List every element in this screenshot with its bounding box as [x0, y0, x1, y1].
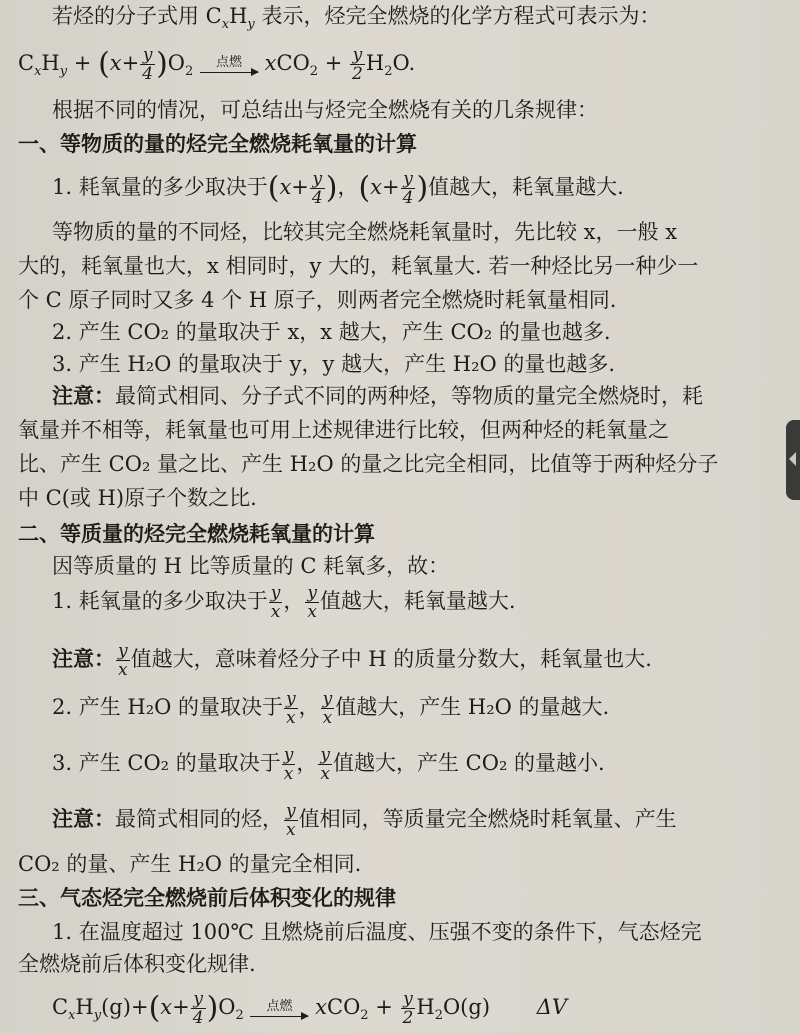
section-1-title: 一、等物质的量的烃完全燃烧耗氧量的计算: [18, 131, 417, 156]
reaction-arrow-2: 点燃: [250, 1000, 308, 1017]
s3-para-2: 全燃烧前后体积变化规律.: [18, 952, 256, 976]
s2-note-2: 注意：最简式相同的烃， $\frac{y}{x}$ 值相同，等质量完全燃烧时耗氧量、产生: [52, 801, 677, 840]
rules-intro: 根据不同的情况，可总结出与烃完全燃烧有关的几条规律：: [52, 98, 598, 122]
s1-note-line-2: 氧量并不相等，耗氧量也可用上述规律进行比较，但两种烃的耗氧量之: [18, 418, 669, 442]
combustion-equation: $C_xH_y + (x+$ $\frac{y}{4}$ )$O_2$ 点燃 xCO$_2$ + $\frac{y}{2}$ $H_2O$.: [18, 45, 416, 84]
s1-note-line-3: 比、产生 CO₂ 量之比、产生 H₂O 的量之比完全相同，比值等于两种烃分子: [18, 452, 719, 476]
s1-item-3: 3. 产生 H₂O 的量取决于 y，y 越大，产生 H₂O 的量也越多.: [52, 352, 616, 376]
s1-note-line-1: 注意：最简式相同、分子式不同的两种烃，等物质的量完全燃烧时，耗: [52, 383, 703, 408]
gas-combustion-equation: $C_xH_y(g)+(x+$ $\frac{y}{4}$ )$O_2$ 点燃 xCO$_2$ + $\frac{y}{2}$ $H_2O(g)$ ΔV: [52, 989, 568, 1028]
s1-para-1: 等物质的量的不同烃，比较其完全燃烧耗氧量时，先比较 x，一般 x: [52, 220, 678, 244]
s2-item-3: 3. 产生 CO₂ 的量取决于 $\frac{y}{x}$ ， $\frac{y}{x}$ 值越大，产生 CO₂ 的量越小.: [52, 745, 605, 784]
section-3-title: 三、气态烃完全燃烧前后体积变化的规律: [18, 885, 396, 910]
s2-item-1: 1. 耗氧量的多少取决于 $\frac{y}{x}$ ， $\frac{y}{x}$ 值越大，耗氧量越大.: [52, 583, 516, 622]
s2-note-1: 注意： $\frac{y}{x}$ 值越大，意味着烃分子中 H 的质量分数大，耗氧量也大.: [52, 641, 652, 680]
s1-para-3: 个 C 原子同时又多 4 个 H 原子，则两者完全燃烧时耗氧量相同.: [18, 288, 617, 312]
s1-item-1: 1. 耗氧量的多少取决于(x+ $\frac{y}{4}$ )，(x+ $\frac{y}{4}$ )值越大，耗氧量越大.: [52, 169, 624, 208]
s1-item-2: 2. 产生 CO₂ 的量取决于 x，x 越大，产生 CO₂ 的量也越多.: [52, 320, 611, 344]
section-2-title: 二、等质量的烃完全燃烧耗氧量的计算: [18, 521, 375, 546]
page-side-tab[interactable]: [786, 420, 800, 500]
s2-intro: 因等质量的 H 比等质量的 C 耗氧多，故：: [52, 554, 450, 578]
delta-v: ΔV: [536, 995, 568, 1019]
intro-line: 若烃的分子式用 $C_xH_y$ 表示，烃完全燃烧的化学方程式可表示为：: [52, 4, 661, 33]
s2-note-2-cont: CO₂ 的量、产生 H₂O 的量完全相同.: [18, 852, 362, 876]
s3-para-1: 1. 在温度超过 100℃ 且燃烧前后温度、压强不变的条件下，气态烃完: [52, 920, 702, 944]
s1-para-2: 大的，耗氧量也大，x 相同时，y 大的，耗氧量大. 若一种烃比另一种少一: [18, 254, 699, 278]
reaction-arrow: 点燃: [200, 56, 258, 73]
s2-item-2: 2. 产生 H₂O 的量取决于 $\frac{y}{x}$ ， $\frac{y}{x}$ 值越大，产生 H₂O 的量越大.: [52, 689, 610, 728]
s1-note-line-4: 中 C(或 H)原子个数之比.: [18, 486, 257, 510]
